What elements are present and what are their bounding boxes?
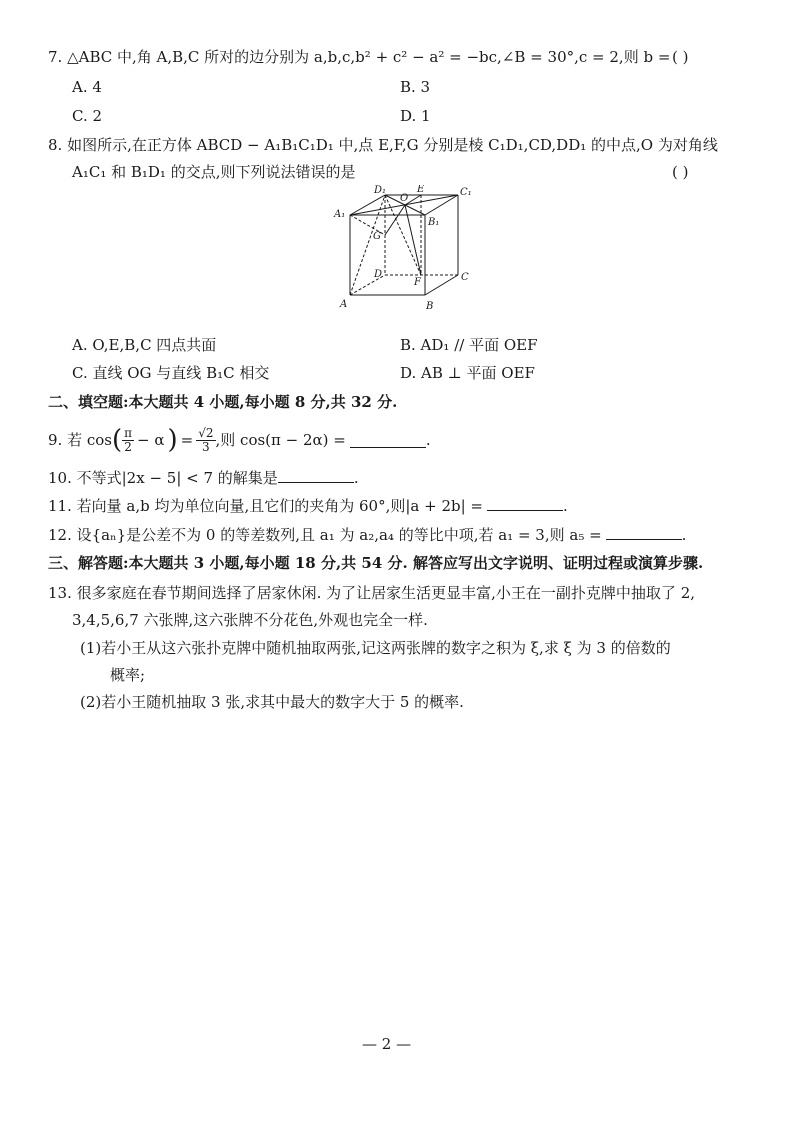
page-number: — 2 — [362, 1035, 412, 1053]
label-g: G [373, 231, 381, 242]
q9-rhs-den: 3 [202, 439, 210, 454]
q13-stem-line1: 13. 很多家庭在春节期间选择了居家休闲. 为了让居家生活更显丰富,小王在一副扑克牌中抽取了 2, [48, 584, 696, 602]
q13-part1-line1: (1)若小王从这六张扑克牌中随机抽取两张,记这两张牌的数字之积为 ξ,求 ξ 为 3 的倍数的 [80, 639, 671, 657]
q10-stem: 10. 不等式|2x − 5| < 7 的解集是 . [48, 469, 359, 487]
cube-figure [330, 185, 480, 320]
q12-text: 12. 设{aₙ}是公差不为 0 的等差数列,且 a₁ 为 a₂,a₄ 的等比中项,若 a₁ = 3,则 a₅ = [48, 526, 602, 544]
q12-answer-blank [606, 525, 682, 540]
q9-minus-alpha: − α [137, 431, 165, 449]
q8-option-d: D. AB ⊥ 平面 OEF [400, 364, 535, 382]
q7-option-c: C. 2 [72, 107, 103, 125]
q9-answer-blank [350, 433, 426, 448]
edge-b-c [425, 275, 458, 295]
q11-text: 11. 若向量 a,b 均为单位向量,且它们的夹角为 60°,则|a + 2b| = [48, 497, 484, 515]
q10-answer-blank [278, 468, 354, 483]
q10-text: 10. 不等式|2x − 5| < 7 的解集是 [48, 469, 278, 487]
label-d1: D₁ [374, 185, 387, 196]
label-o: O [400, 193, 409, 204]
q8-answer-paren: ( ) [672, 163, 689, 181]
label-b1: B₁ [428, 217, 440, 228]
label-c1: C₁ [460, 187, 472, 198]
label-e: E [417, 185, 425, 195]
q9-prefix: 9. 若 cos [48, 431, 112, 449]
q8-option-b: B. AD₁ // 平面 OEF [400, 336, 538, 354]
section3-title: 三、解答题:本大题共 3 小题,每小题 18 分,共 54 分. 解答应写出文字说明、证明过程或演算步骤. [48, 554, 704, 572]
q11-answer-blank [487, 496, 563, 511]
q13-stem-line2: 3,4,5,6,7 六张牌,这六张牌不分花色,外观也完全一样. [72, 611, 428, 629]
q8-stem-line2: A₁C₁ 和 B₁D₁ 的交点,则下列说法错误的是 [72, 163, 356, 181]
q7-stem: 7. △ABC 中,角 A,B,C 所对的边分别为 a,b,c,b² + c² − a² = −bc,∠B = 30°,c = 2,则 b = [48, 48, 671, 66]
label-b: B [426, 301, 434, 312]
q9-eq: = [180, 431, 194, 449]
q13-part1-line2: 概率; [110, 666, 146, 684]
q9-frac-num: π [124, 425, 133, 440]
q8-option-c: C. 直线 OG 与直线 B₁C 相交 [72, 364, 270, 382]
label-a: A [340, 299, 348, 310]
q9-stem: 9. 若 cos ( $\frac{\pi}{2}$ − α ) = $\frac{√2}{3}$ ,则 cos(π − 2α) = . [48, 425, 431, 455]
q11-stem: 11. 若向量 a,b 均为单位向量,且它们的夹角为 60°,则|a + 2b| = . [48, 497, 568, 515]
q7-option-d: D. 1 [400, 107, 431, 125]
q8-option-a: A. O,E,B,C 四点共面 [72, 336, 217, 354]
q9-pi-over-2 [122, 427, 134, 454]
q9-close-paren: ) [167, 425, 178, 455]
label-c: C [461, 272, 469, 283]
label-a1: A₁ [334, 209, 346, 220]
q9-frac-den: 2 [124, 439, 132, 454]
q9-rhs-num: √2 [198, 425, 214, 440]
q9-sqrt2-over-3 [196, 427, 215, 454]
q9-suffix: ,则 cos(π − 2α) = [215, 431, 346, 449]
q7-option-a: A. 4 [72, 78, 102, 96]
q7-answer-paren: ( ) [672, 48, 689, 66]
q7-option-b: B. 3 [400, 78, 431, 96]
section2-title: 二、填空题:本大题共 4 小题,每小题 8 分,共 32 分. [48, 393, 398, 411]
q9-open-paren: ( [111, 425, 123, 455]
q12-stem: 12. 设{aₙ}是公差不为 0 的等差数列,且 a₁ 为 a₂,a₄ 的等比中项,若 a₁ = 3,则 a₅ = . [48, 526, 687, 544]
seg-a-d1 [350, 195, 385, 295]
seg-o-g [385, 205, 405, 235]
q13-part2: (2)若小王随机抽取 3 张,求其中最大的数字大于 5 的概率. [80, 693, 464, 711]
label-d: D [374, 269, 383, 280]
seg-d1-f [385, 195, 421, 275]
q8-stem-line1: 8. 如图所示,在正方体 ABCD − A₁B₁C₁D₁ 中,点 E,F,G 分别是棱 C₁D₁,CD,DD₁ 的中点,O 为对角线 [48, 136, 718, 154]
label-f: F [414, 277, 421, 288]
